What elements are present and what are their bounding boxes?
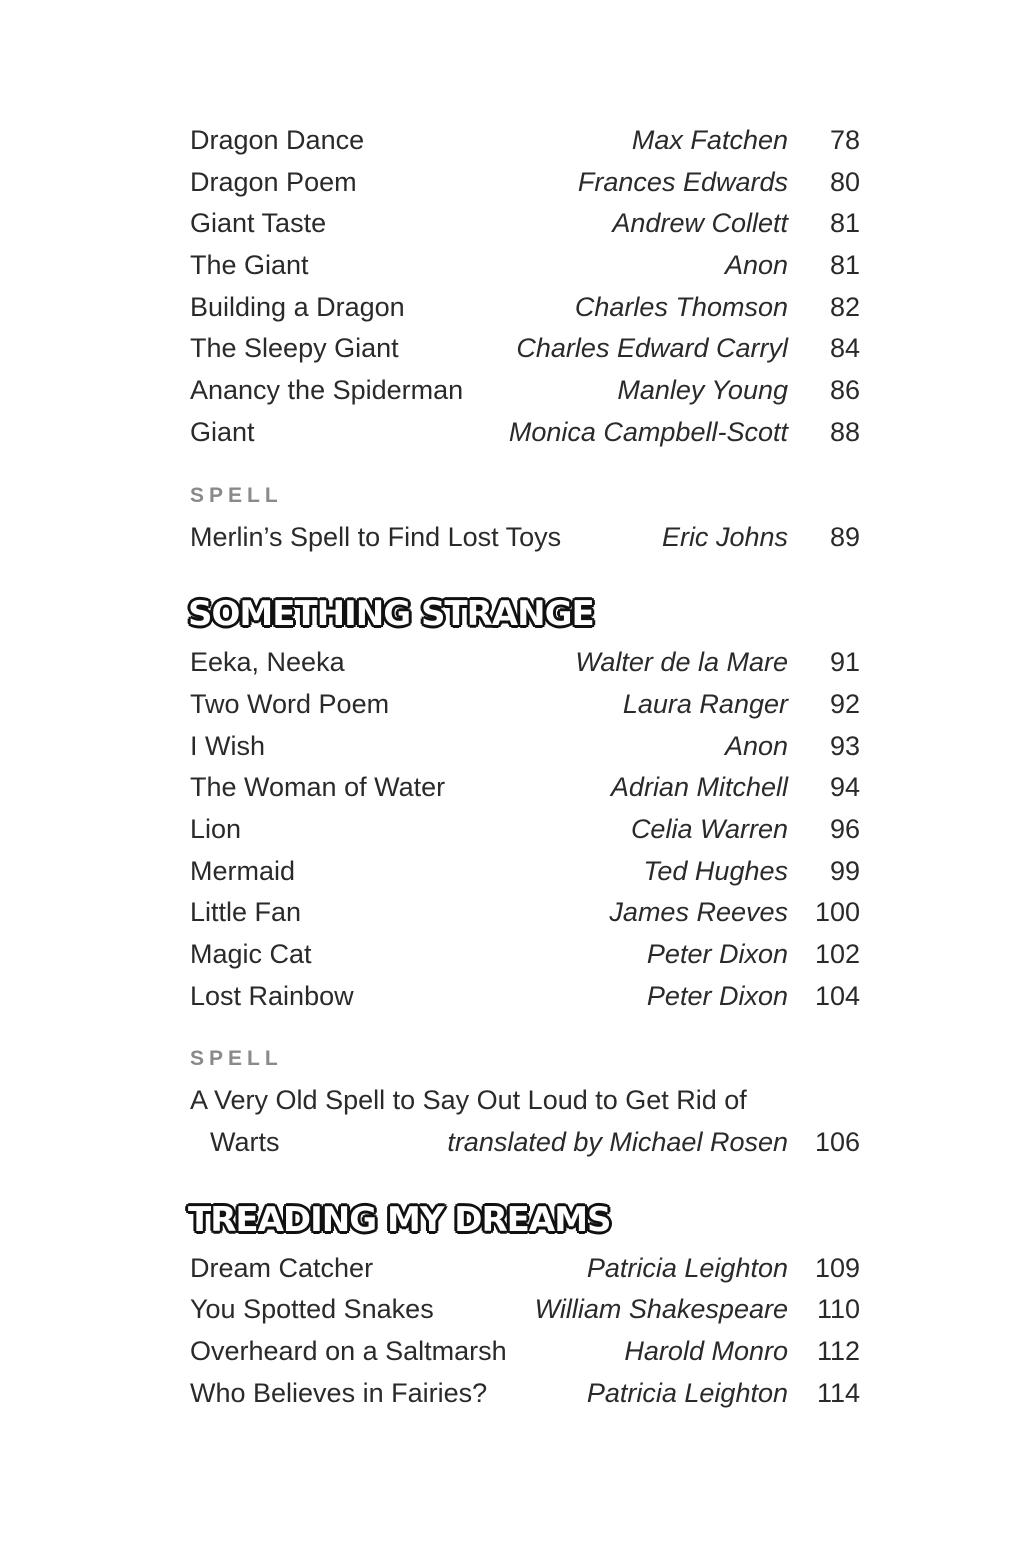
page-number: 109 — [814, 1252, 860, 1283]
contents-entry — [190, 851, 860, 893]
poem-title: Dream Catcher — [190, 1252, 374, 1283]
poem-title: Mermaid — [190, 855, 296, 886]
contents-entry — [190, 1373, 860, 1415]
contents-entry — [190, 120, 860, 162]
page-number: 112 — [816, 1336, 860, 1367]
contents-entry — [190, 892, 860, 934]
poem-title: Eeka, Neeka — [190, 647, 345, 678]
spell-title-line-1: A Very Old Spell to Say Out Loud to Get Rid of — [190, 1085, 747, 1116]
page-number: 84 — [829, 333, 860, 364]
page-number: 99 — [829, 855, 860, 886]
page-number: 86 — [829, 375, 860, 406]
contents-entry — [190, 328, 860, 370]
contents-group — [190, 120, 860, 558]
poem-author: Peter Dixon — [646, 939, 788, 969]
poem-title: Lion — [190, 813, 242, 844]
poem-title: Two Word Poem — [190, 688, 390, 719]
contents-entry — [190, 976, 860, 1018]
page-number: 106 — [814, 1127, 860, 1158]
contents-group — [190, 586, 860, 1164]
poem-title: Little Fan — [190, 897, 302, 928]
page-number: 94 — [829, 772, 860, 803]
page-number: 93 — [829, 730, 860, 761]
poem-title: Lost Rainbow — [190, 980, 354, 1011]
spell-entry — [190, 1122, 860, 1164]
contents-entry — [190, 162, 860, 204]
contents-entry — [190, 245, 860, 287]
contents-entry — [190, 642, 860, 684]
poem-title: Who Believes in Fairies? — [190, 1377, 488, 1408]
contents-entry — [190, 1331, 860, 1373]
poem-author: Walter de la Mare — [575, 647, 788, 678]
poem-title: The Sleepy Giant — [190, 333, 399, 364]
poem-title: Overheard on a Saltmarsh — [190, 1336, 507, 1367]
poem-author: Eric Johns — [661, 521, 788, 552]
poem-author: Andrew Collett — [612, 208, 788, 239]
page-number: 96 — [829, 813, 860, 844]
contents-entry — [190, 684, 860, 726]
poem-author: Laura Ranger — [622, 688, 788, 719]
page-number: 114 — [816, 1377, 860, 1408]
spell-subheading: SPELL — [190, 1047, 283, 1071]
poem-author: Celia Warren — [630, 813, 788, 844]
poem-author: Anon — [724, 730, 788, 761]
poem-title: Giant — [190, 416, 255, 447]
page-number: 102 — [814, 939, 860, 969]
poem-author: William Shakespeare — [534, 1294, 788, 1325]
poem-title: Magic Cat — [190, 939, 312, 969]
poem-title: I Wish — [190, 730, 266, 761]
poem-author: Ted Hughes — [643, 855, 788, 886]
page-number: 78 — [829, 125, 860, 155]
section-heading: SOMETHING STRANGE — [188, 594, 594, 635]
page-number: 104 — [814, 980, 860, 1011]
poem-title: The Woman of Water — [190, 772, 446, 803]
contents-entry — [190, 767, 860, 809]
poem-author: Anon — [724, 250, 788, 281]
poem-author: Harold Monro — [624, 1336, 788, 1367]
spell-entry — [190, 517, 860, 559]
contents-entry — [190, 370, 860, 412]
poem-title: Warts — [210, 1127, 280, 1158]
contents-entry — [190, 412, 860, 454]
page-number: 100 — [814, 897, 860, 928]
contents-entry — [190, 1289, 860, 1331]
poem-author: Max Fatchen — [631, 125, 788, 155]
poem-author: James Reeves — [609, 897, 788, 928]
poem-author: Patricia Leighton — [586, 1252, 788, 1283]
contents-page — [190, 120, 860, 1415]
page-number: 81 — [829, 250, 860, 281]
spell-subheading: SPELL — [190, 483, 283, 507]
page-number: 92 — [829, 688, 860, 719]
poem-title: Dragon Dance — [190, 125, 365, 155]
page-number: 81 — [829, 208, 860, 239]
contents-entry — [190, 809, 860, 851]
poem-author: Charles Thomson — [574, 291, 788, 322]
poem-title: Giant Taste — [190, 208, 327, 239]
page-number: 89 — [829, 521, 860, 552]
contents-entry — [190, 203, 860, 245]
poem-title: Building a Dragon — [190, 291, 405, 322]
poem-author: Patricia Leighton — [586, 1377, 788, 1408]
page-number: 82 — [829, 291, 860, 322]
poem-author: Charles Edward Carryl — [516, 333, 788, 364]
page-number: 110 — [816, 1294, 860, 1325]
poem-author: Manley Young — [617, 375, 788, 406]
poem-author: Monica Campbell-Scott — [508, 416, 788, 447]
poem-title: Dragon Poem — [190, 166, 357, 197]
page-number: 88 — [829, 416, 860, 447]
contents-entry — [190, 726, 860, 768]
contents-entry — [190, 934, 860, 976]
poem-author: Adrian Mitchell — [610, 772, 788, 803]
contents-entry — [190, 287, 860, 329]
poem-title: The Giant — [190, 250, 309, 281]
poem-title: Anancy the Spiderman — [190, 375, 464, 406]
contents-entry — [190, 1248, 860, 1290]
poem-author: Frances Edwards — [577, 166, 788, 197]
poem-author: translated by Michael Rosen — [447, 1127, 788, 1158]
page-number: 80 — [829, 166, 860, 197]
page-number: 91 — [829, 647, 860, 678]
poem-author: Peter Dixon — [646, 980, 788, 1011]
section-heading: TREADING MY DREAMS — [188, 1199, 611, 1240]
poem-title: You Spotted Snakes — [190, 1294, 434, 1325]
poem-title: Merlin’s Spell to Find Lost Toys — [190, 521, 562, 552]
contents-group — [190, 1192, 860, 1415]
